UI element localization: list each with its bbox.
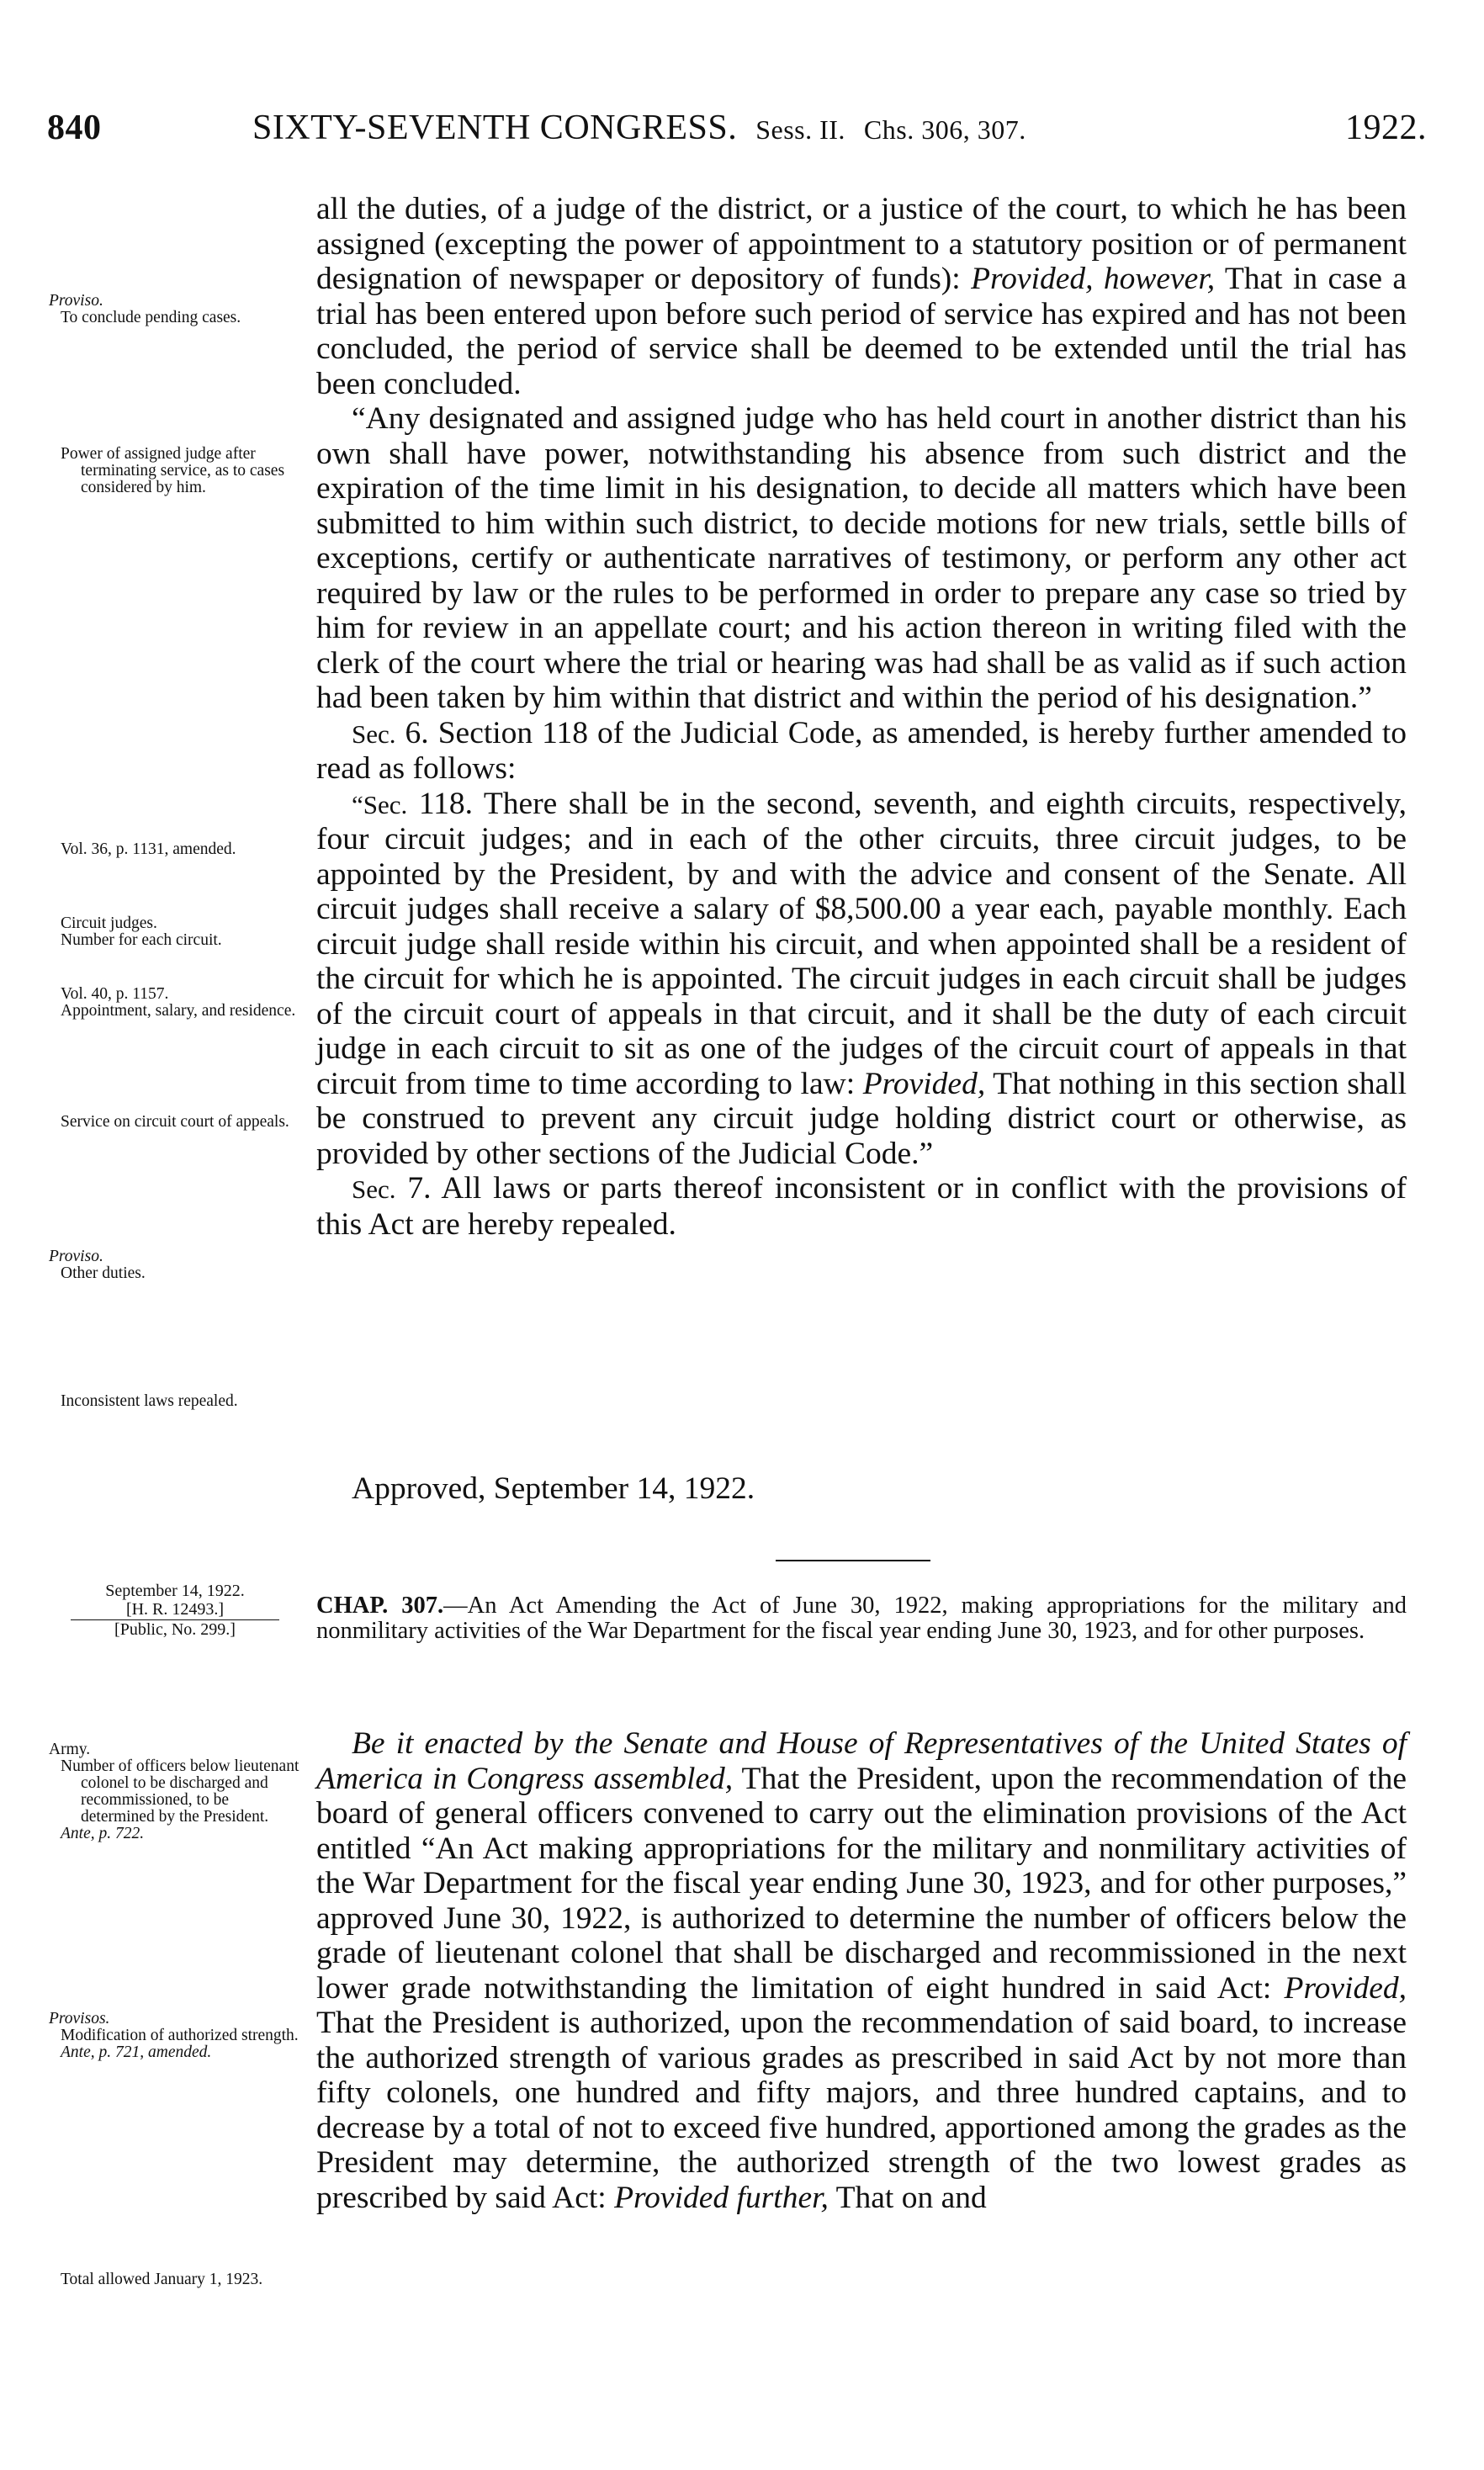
- header-title: [252, 108, 1026, 148]
- sidenote-appointment: Appointment, salary, and residence.: [61, 1002, 296, 1020]
- chapter-label: CHAP. 307.: [316, 1593, 444, 1619]
- sidenote-vol40-text: Vol. 40, p. 1157.: [61, 985, 169, 1003]
- enacting-clause: Be it enacted by the Senate and House of Representatives of the United States of America in Congress assembled,: [316, 1726, 1407, 1796]
- chapter-307-body: [316, 1726, 1407, 2215]
- header-chapters: Chs. 306, 307.: [863, 114, 1026, 145]
- paragraph-sec-7: [316, 1171, 1407, 1242]
- p1-provided: Provided, however,: [971, 262, 1216, 296]
- sec118-text: 118. There shall be in the second, seventh, and eighth circuits, respectively, four circuit judges; and in each of the other circuits, three circuit judges, to be appointed by the President, by and with the advice and consent of the Senate. All circuit judges shall receive a salary of $8,500.00 a year each, payable monthly. Each circuit judge shall reside within his circuit, and when appointed shall be a resident of the circuit for which he is appointed. The circuit judges in each circuit shall be judges of the circuit court of appeals in that circuit, and it shall be the duty of each circuit judge in each circuit to sit as one of the judges of the circuit court of appeals in that circuit from time to time according to law:: [316, 786, 1407, 1101]
- paragraph-assigned-duties: [316, 192, 1407, 401]
- sidenote-provisos: [49, 2011, 306, 2061]
- sec7-text: 7. All laws or parts thereof inconsistent or in conflict with the provisions of this Act are hereby repealed.: [316, 1171, 1407, 1242]
- page-number: 840: [47, 109, 102, 147]
- sidenote-army-label: Army.: [49, 1741, 91, 1758]
- sec118-rest: That nothing in this section shall be construed to prevent any circuit judge holding district court or otherwise, as provided by other sections of the Judicial Code.”: [316, 1066, 1407, 1171]
- sidenote-proviso-pending: [49, 293, 306, 326]
- sidenote-proviso2-label: Proviso.: [49, 1248, 103, 1265]
- sidenote-total-allowed: [49, 2271, 306, 2288]
- chapter-title-text: —An Act Amending the Act of June 30, 1922, making appropriations for the military and nonmilitary activities of the War Department for the fiscal year ending June 30, 1923, and for other purposes.: [316, 1593, 1407, 1644]
- sidenote-army: [49, 1741, 306, 1842]
- c307-provided1: Provided,: [1284, 1970, 1407, 2006]
- sidenote-service: [49, 1114, 306, 1131]
- c307-text2: That the President is authorized, upon the recommendation of said board, to increase the authorized strength of various grades as prescribed in said Act by not more than fifty colonels, one hundred and fifty majors, and three hundred captains, and to decrease by a total of not to exceed five hundred, apportioned among the grades as the President may determine, the authorized strength of the two lowest grades as prescribed by said Act:: [316, 2006, 1407, 2215]
- sidenote-vol36: [49, 841, 306, 858]
- sidenote-provisos-label: Provisos.: [49, 2010, 110, 2027]
- approval-date: Approved, September 14, 1922.: [352, 1471, 755, 1506]
- sec6-text: 6. Section 118 of the Judicial Code, as amended, is hereby further amended to read as follows:: [316, 715, 1407, 786]
- body-text: [316, 192, 1407, 1242]
- citation-hr: [H. R. 12493.]: [125, 1600, 225, 1619]
- sidenote-ante-722: Ante, p. 722.: [61, 1825, 145, 1842]
- sidenote-ante-721: Ante, p. 721, amended.: [61, 2043, 212, 2061]
- sidenote-number-officers: Number of officers below lieutenant colonel to be discharged and recommissioned, to be determined by the President.: [61, 1757, 299, 1826]
- c307-text3: That on and: [835, 2180, 987, 2215]
- sidenote-total-allowed-text: Total allowed January 1, 1923.: [61, 2271, 263, 2288]
- sidenote-circuit-number: Number for each circuit.: [61, 931, 222, 949]
- sec118-label: “Sec.: [352, 789, 408, 819]
- section-divider: [776, 1560, 930, 1561]
- sidenote-circuit-judges: [49, 915, 306, 949]
- sidenote-vol40: [49, 986, 306, 1020]
- sidenote-power-assigned: [49, 446, 306, 496]
- paragraph-sec-6: [316, 716, 1407, 787]
- paragraph-enactment: [316, 1726, 1407, 2215]
- sec118-provided: Provided,: [862, 1066, 986, 1101]
- chapter-citation: [61, 1582, 289, 1639]
- paragraph-sec-118: [316, 787, 1407, 1172]
- sec7-label: Sec.: [352, 1174, 396, 1204]
- citation-public: [Public, No. 299.]: [114, 1620, 236, 1639]
- chapter-307-title: [316, 1593, 1407, 1644]
- sidenote-modification: Modification of authorized strength.: [61, 2027, 299, 2044]
- sidenote-vol36-text: Vol. 36, p. 1131, amended.: [61, 840, 236, 858]
- p1-text: all the duties, of a judge of the district, or a justice of the court, to which he has been assigned (excepting the power of appointment to a statutory position or of permanent designation of newspaper or depository of funds):: [316, 192, 1407, 296]
- header-year: 1922.: [1345, 109, 1427, 147]
- header-congress: SIXTY-SEVENTH CONGRESS.: [252, 109, 738, 147]
- header-session: Sess. II.: [755, 114, 845, 145]
- sidenote-service-text: Service on circuit court of appeals.: [61, 1113, 289, 1131]
- sidenote-other-duties-text: Other duties.: [61, 1264, 146, 1282]
- sec6-label: Sec.: [352, 718, 396, 749]
- c307-text1: That the President, upon the recommendation of the board of general officers convened to carry out the elimination provisions of the Act entitled “An Act making appropriations for the military and nonmilitary activities of the War Department for the fiscal year ending June 30, 1923, and for other purposes,” approved June 30, 1922, is authorized to determine the number of officers below the grade of lieutenant colonel that shall be discharged and recommissioned in the next lower grade notwithstanding the limitation of eight hundred in said Act:: [316, 1761, 1407, 2006]
- citation-date: September 14, 1922.: [105, 1582, 245, 1600]
- p1-rest: That in case a trial has been entered upon before such period of service has expired and has not been concluded, the period of service shall be deemed to be extended until the trial has been concluded.: [316, 262, 1407, 401]
- sidenote-inconsistent-text: Inconsistent laws repealed.: [61, 1392, 238, 1410]
- sidenote-inconsistent: [49, 1393, 306, 1410]
- sidenote-proviso-label: Proviso.: [49, 292, 103, 310]
- sidenote-pending-cases: To conclude pending cases.: [61, 309, 241, 326]
- c307-provided2: Provided further,: [614, 2180, 829, 2215]
- sidenote-circuit-label: Circuit judges.: [61, 914, 157, 932]
- paragraph-power-after-term: “Any designated and assigned judge who has held court in another district than his own shall have power, notwithstanding his absence from such district and the expiration of the time limit in his designation, to decide all matters which have been submitted to him within such district, to decide motions for new trials, settle bills of exceptions, certify or authenticate narratives of testimony, or perform any other act required by law or the rules to be performed in order to prepare any case so tried by him for review in an appellate court; and his action thereon in writing filed with the clerk of the court where the trial or hearing was had shall be as valid as if such action had been taken by him within that district and within the period of his designation.”: [316, 401, 1407, 715]
- sidenote-power-text: Power of assigned judge after terminating service, as to cases considered by him.: [61, 445, 285, 496]
- sidenote-other-duties: [49, 1248, 306, 1282]
